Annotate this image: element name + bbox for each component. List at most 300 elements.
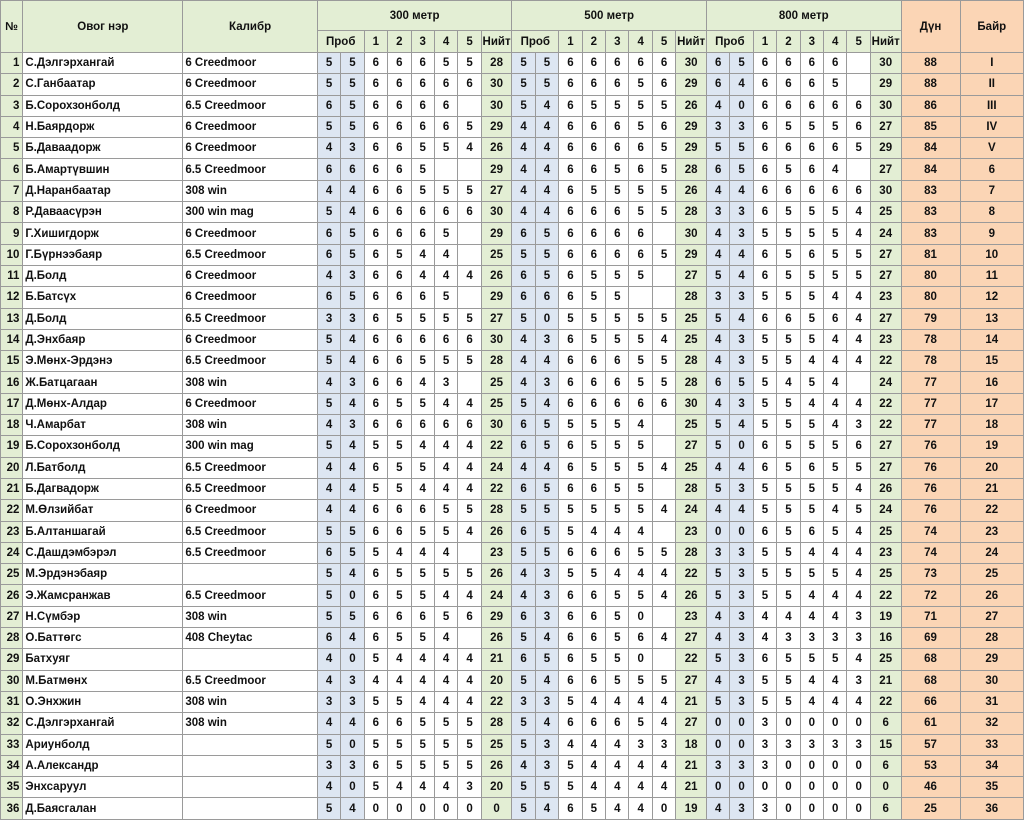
range-total: 23 — [870, 542, 901, 563]
probe-score: 4 — [535, 159, 558, 180]
shot-score: 6 — [388, 159, 411, 180]
probe-score: 4 — [730, 308, 753, 329]
shot-score: 0 — [629, 649, 652, 670]
range-total: 25 — [481, 393, 512, 414]
shot-score: 6 — [458, 606, 481, 627]
probe-score: 3 — [341, 755, 364, 776]
shot-score: 6 — [364, 393, 387, 414]
range-total: 26 — [676, 585, 707, 606]
probe-score: 5 — [512, 95, 535, 116]
probe-score: 4 — [317, 415, 340, 436]
shot-score — [458, 542, 481, 563]
shot-score: 4 — [847, 287, 870, 308]
range-total: 21 — [481, 649, 512, 670]
probe-score: 6 — [317, 223, 340, 244]
shot-score: 5 — [434, 521, 457, 542]
shot-score: 6 — [559, 244, 582, 265]
subheader-shot: 4 — [629, 31, 652, 53]
table-row — [1, 542, 1024, 563]
shot-score: 4 — [777, 606, 800, 627]
probe-score: 5 — [706, 415, 729, 436]
range-total: 21 — [676, 755, 707, 776]
probe-score: 5 — [535, 777, 558, 798]
probe-score: 0 — [706, 521, 729, 542]
range-total: 21 — [870, 670, 901, 691]
shot-score: 5 — [652, 138, 675, 159]
probe-score: 6 — [317, 244, 340, 265]
shot-score: 5 — [606, 180, 629, 201]
shot-score: 6 — [582, 670, 605, 691]
shot-score: 5 — [388, 585, 411, 606]
subheader-shot: 4 — [824, 31, 847, 53]
probe-score: 4 — [341, 436, 364, 457]
probe-score: 3 — [730, 798, 753, 819]
shot-score: 5 — [434, 351, 457, 372]
range-total: 28 — [676, 542, 707, 563]
shot-score: 4 — [582, 734, 605, 755]
range-total: 23 — [676, 606, 707, 627]
shot-score: 5 — [411, 734, 434, 755]
shot-score: 5 — [458, 755, 481, 776]
shot-score: 5 — [652, 95, 675, 116]
shot-score: 6 — [388, 74, 411, 95]
table-body — [1, 53, 1024, 820]
caliber: 6 Creedmoor — [183, 393, 317, 414]
probe-score: 5 — [706, 478, 729, 499]
range-total: 25 — [481, 244, 512, 265]
shot-score: 5 — [824, 223, 847, 244]
range-total: 22 — [676, 564, 707, 585]
shot-score: 6 — [629, 244, 652, 265]
range-total: 30 — [676, 393, 707, 414]
shot-score: 5 — [606, 585, 629, 606]
probe-score: 3 — [730, 628, 753, 649]
subheader-shot: 5 — [652, 31, 675, 53]
probe-score: 6 — [512, 265, 535, 286]
shot-score: 4 — [800, 393, 823, 414]
shot-score: 6 — [582, 393, 605, 414]
subheader-shot: 5 — [847, 31, 870, 53]
table-row — [1, 202, 1024, 223]
shot-score: 5 — [777, 244, 800, 265]
probe-score: 4 — [317, 649, 340, 670]
shot-score: 6 — [582, 713, 605, 734]
shot-score: 6 — [411, 500, 434, 521]
final-score: 66 — [901, 691, 960, 712]
shot-score: 4 — [652, 564, 675, 585]
probe-score: 4 — [512, 564, 535, 585]
shot-score: 0 — [800, 798, 823, 819]
probe-score: 5 — [730, 372, 753, 393]
shooter-name: Ариунболд — [23, 734, 183, 755]
range-total: 29 — [676, 244, 707, 265]
shot-score: 4 — [824, 393, 847, 414]
shot-score: 5 — [606, 649, 629, 670]
table-row — [1, 223, 1024, 244]
shot-score: 5 — [364, 649, 387, 670]
shot-score: 6 — [559, 74, 582, 95]
probe-score: 4 — [512, 351, 535, 372]
shot-score: 4 — [824, 329, 847, 350]
shot-score: 5 — [800, 202, 823, 223]
final-score: 84 — [901, 159, 960, 180]
shooter-name: Б.Алтаншагай — [23, 521, 183, 542]
range-total: 24 — [870, 372, 901, 393]
shot-score: 6 — [411, 53, 434, 74]
shot-score: 6 — [388, 351, 411, 372]
probe-score: 4 — [535, 138, 558, 159]
probe-score: 4 — [317, 713, 340, 734]
shot-score: 5 — [434, 287, 457, 308]
probe-score: 5 — [535, 500, 558, 521]
shot-score: 5 — [364, 777, 387, 798]
shot-score: 6 — [388, 415, 411, 436]
shot-score: 4 — [824, 372, 847, 393]
row-number: 5 — [1, 138, 23, 159]
caliber: 6 Creedmoor — [183, 223, 317, 244]
row-number: 34 — [1, 755, 23, 776]
shot-score: 5 — [582, 457, 605, 478]
shot-score: 4 — [434, 265, 457, 286]
shot-score: 6 — [582, 223, 605, 244]
shot-score: 5 — [777, 287, 800, 308]
probe-score: 5 — [535, 223, 558, 244]
caliber — [183, 798, 317, 819]
probe-score: 0 — [341, 777, 364, 798]
shot-score — [847, 372, 870, 393]
probe-score: 4 — [706, 244, 729, 265]
probe-score: 4 — [341, 393, 364, 414]
final-score: 77 — [901, 372, 960, 393]
probe-score: 6 — [535, 287, 558, 308]
probe-score: 6 — [706, 372, 729, 393]
placement: 12 — [960, 287, 1023, 308]
shot-score: 4 — [629, 415, 652, 436]
caliber: 308 win — [183, 180, 317, 201]
shot-score: 4 — [847, 329, 870, 350]
shot-score: 5 — [629, 457, 652, 478]
probe-score: 4 — [535, 713, 558, 734]
range-total: 26 — [481, 521, 512, 542]
table-row — [1, 95, 1024, 116]
probe-score: 5 — [317, 393, 340, 414]
row-number: 2 — [1, 74, 23, 95]
shot-score: 4 — [847, 393, 870, 414]
row-number: 31 — [1, 691, 23, 712]
shot-score: 5 — [388, 734, 411, 755]
placement: 21 — [960, 478, 1023, 499]
shot-score: 6 — [777, 138, 800, 159]
probe-score: 4 — [341, 351, 364, 372]
shot-score: 6 — [753, 116, 776, 137]
shot-score: 5 — [606, 287, 629, 308]
table-row — [1, 265, 1024, 286]
shot-score: 5 — [800, 500, 823, 521]
caliber: 6 Creedmoor — [183, 138, 317, 159]
range-total: 28 — [481, 500, 512, 521]
final-score: 81 — [901, 244, 960, 265]
range-total: 15 — [870, 734, 901, 755]
probe-score: 3 — [341, 308, 364, 329]
range-total: 24 — [870, 223, 901, 244]
shot-score: 6 — [364, 713, 387, 734]
shot-score — [652, 606, 675, 627]
shot-score: 0 — [411, 798, 434, 819]
range-total: 26 — [481, 628, 512, 649]
shot-score: 6 — [411, 287, 434, 308]
shot-score: 5 — [777, 542, 800, 563]
shot-score: 5 — [434, 606, 457, 627]
shot-score: 6 — [629, 138, 652, 159]
shot-score: 6 — [582, 116, 605, 137]
table-row — [1, 564, 1024, 585]
shot-score: 5 — [777, 351, 800, 372]
probe-score: 3 — [730, 691, 753, 712]
probe-score: 4 — [706, 670, 729, 691]
shot-score: 4 — [824, 691, 847, 712]
probe-score: 0 — [730, 436, 753, 457]
placement: 16 — [960, 372, 1023, 393]
shooter-name: Г.Бүрнээбаяр — [23, 244, 183, 265]
caliber: 6.5 Creedmoor — [183, 521, 317, 542]
shot-score: 5 — [847, 457, 870, 478]
shot-score: 4 — [824, 606, 847, 627]
shot-score: 5 — [388, 478, 411, 499]
range-total: 25 — [676, 457, 707, 478]
range-total: 0 — [481, 798, 512, 819]
probe-score: 0 — [730, 713, 753, 734]
range-total: 22 — [676, 649, 707, 670]
probe-score: 5 — [317, 521, 340, 542]
shot-score: 4 — [652, 755, 675, 776]
probe-score: 5 — [341, 223, 364, 244]
shot-score: 4 — [629, 521, 652, 542]
subheader-shot: 3 — [606, 31, 629, 53]
shot-score: 5 — [434, 564, 457, 585]
row-number: 17 — [1, 393, 23, 414]
shot-score: 6 — [582, 138, 605, 159]
shot-score: 4 — [847, 691, 870, 712]
probe-score: 5 — [512, 542, 535, 563]
placement: 8 — [960, 202, 1023, 223]
final-score: 71 — [901, 606, 960, 627]
shot-score: 6 — [411, 74, 434, 95]
final-score: 74 — [901, 521, 960, 542]
probe-score: 5 — [730, 138, 753, 159]
shot-score — [458, 159, 481, 180]
shot-score: 5 — [652, 180, 675, 201]
shot-score: 6 — [559, 585, 582, 606]
shot-score: 4 — [777, 372, 800, 393]
probe-score: 5 — [341, 74, 364, 95]
shot-score: 4 — [434, 542, 457, 563]
shot-score: 6 — [364, 372, 387, 393]
shot-score — [652, 415, 675, 436]
shot-score — [652, 436, 675, 457]
shot-score: 5 — [800, 372, 823, 393]
range-total: 30 — [870, 53, 901, 74]
shot-score: 4 — [559, 734, 582, 755]
probe-score: 6 — [317, 159, 340, 180]
shooter-name: С.Дашдэмбэрэл — [23, 542, 183, 563]
shot-score: 4 — [753, 628, 776, 649]
shot-score: 6 — [559, 223, 582, 244]
shot-score: 6 — [434, 202, 457, 223]
caliber: 6 Creedmoor — [183, 116, 317, 137]
shot-score: 0 — [824, 798, 847, 819]
shot-score: 3 — [800, 734, 823, 755]
shot-score: 5 — [364, 436, 387, 457]
range-total: 27 — [481, 308, 512, 329]
shot-score: 5 — [753, 478, 776, 499]
caliber: 6.5 Creedmoor — [183, 159, 317, 180]
shot-score: 6 — [824, 53, 847, 74]
range-total: 26 — [870, 478, 901, 499]
table-row — [1, 53, 1024, 74]
final-score: 68 — [901, 649, 960, 670]
shot-score: 0 — [847, 755, 870, 776]
shot-score: 5 — [629, 713, 652, 734]
shot-score: 5 — [777, 649, 800, 670]
shot-score: 5 — [753, 415, 776, 436]
probe-score: 3 — [730, 223, 753, 244]
shot-score: 6 — [629, 393, 652, 414]
subheader-probe: Проб — [317, 31, 364, 53]
shooter-name: Б.Дагвадорж — [23, 478, 183, 499]
probe-score: 3 — [730, 542, 753, 563]
shot-score: 0 — [458, 798, 481, 819]
shot-score — [847, 159, 870, 180]
shot-score: 5 — [411, 180, 434, 201]
shot-score: 4 — [434, 244, 457, 265]
shooter-name: Д.Мөнх-Алдар — [23, 393, 183, 414]
final-score: 68 — [901, 670, 960, 691]
shot-score: 0 — [824, 755, 847, 776]
shot-score: 6 — [559, 798, 582, 819]
range-total: 26 — [481, 265, 512, 286]
shot-score: 5 — [582, 265, 605, 286]
shot-score: 6 — [388, 500, 411, 521]
range-total: 23 — [481, 542, 512, 563]
shot-score: 6 — [388, 116, 411, 137]
range-total: 18 — [676, 734, 707, 755]
shot-score: 6 — [364, 415, 387, 436]
shot-score: 0 — [847, 713, 870, 734]
probe-score: 4 — [706, 606, 729, 627]
probe-score: 6 — [317, 95, 340, 116]
shot-score: 4 — [388, 542, 411, 563]
table-row — [1, 755, 1024, 776]
range-total: 25 — [676, 308, 707, 329]
table-header — [1, 1, 1024, 53]
placement: 10 — [960, 244, 1023, 265]
range-total: 29 — [481, 159, 512, 180]
probe-score: 3 — [341, 670, 364, 691]
shot-score: 5 — [753, 542, 776, 563]
placement: 32 — [960, 713, 1023, 734]
caliber: 6.5 Creedmoor — [183, 670, 317, 691]
shot-score: 5 — [753, 670, 776, 691]
range-total: 28 — [676, 287, 707, 308]
caliber: 300 win mag — [183, 202, 317, 223]
shot-score: 5 — [559, 691, 582, 712]
shot-score: 0 — [847, 777, 870, 798]
shot-score: 6 — [458, 415, 481, 436]
shot-score: 6 — [559, 393, 582, 414]
shot-score: 5 — [629, 116, 652, 137]
shot-score: 5 — [629, 351, 652, 372]
caliber: 6.5 Creedmoor — [183, 308, 317, 329]
final-score: 79 — [901, 308, 960, 329]
range-total: 29 — [481, 116, 512, 137]
shot-score: 4 — [652, 585, 675, 606]
shooter-name: Р.Даваасүрэн — [23, 202, 183, 223]
shot-score: 0 — [364, 798, 387, 819]
shot-score: 6 — [559, 329, 582, 350]
shot-score: 5 — [629, 308, 652, 329]
range-total: 20 — [481, 777, 512, 798]
row-number: 28 — [1, 628, 23, 649]
shot-score: 6 — [388, 713, 411, 734]
shot-score: 3 — [777, 628, 800, 649]
shot-score: 5 — [411, 521, 434, 542]
probe-score: 4 — [317, 180, 340, 201]
shot-score — [458, 372, 481, 393]
range-total: 29 — [676, 138, 707, 159]
table-row — [1, 649, 1024, 670]
shot-score: 4 — [411, 372, 434, 393]
col-header-caliber: Калибр — [183, 1, 317, 53]
shot-score: 4 — [824, 585, 847, 606]
shot-score: 6 — [388, 138, 411, 159]
range-total: 25 — [676, 329, 707, 350]
probe-score: 3 — [706, 287, 729, 308]
shot-score: 6 — [388, 287, 411, 308]
shot-score: 4 — [652, 691, 675, 712]
placement: I — [960, 53, 1023, 74]
shot-score: 5 — [847, 244, 870, 265]
range-total: 26 — [481, 564, 512, 585]
probe-score: 3 — [317, 308, 340, 329]
probe-score: 4 — [730, 457, 753, 478]
shot-score: 5 — [582, 95, 605, 116]
shot-score: 6 — [559, 457, 582, 478]
shot-score: 6 — [364, 159, 387, 180]
shot-score: 5 — [388, 244, 411, 265]
probe-score: 3 — [730, 202, 753, 223]
range-total: 23 — [676, 521, 707, 542]
shooter-name: С.Дэлгэрхангай — [23, 713, 183, 734]
placement: 17 — [960, 393, 1023, 414]
shot-score: 4 — [652, 628, 675, 649]
probe-score: 3 — [730, 116, 753, 137]
shot-score: 5 — [800, 287, 823, 308]
shot-score: 5 — [606, 478, 629, 499]
final-score: 53 — [901, 755, 960, 776]
table-row — [1, 372, 1024, 393]
shot-score: 5 — [777, 159, 800, 180]
probe-score: 3 — [706, 116, 729, 137]
shot-score: 0 — [847, 798, 870, 819]
shot-score: 4 — [458, 457, 481, 478]
range-total: 26 — [676, 95, 707, 116]
table-row — [1, 329, 1024, 350]
shot-score: 0 — [800, 777, 823, 798]
shot-score: 6 — [777, 74, 800, 95]
shot-score: 5 — [434, 53, 457, 74]
probe-score: 6 — [512, 415, 535, 436]
placement: 15 — [960, 351, 1023, 372]
